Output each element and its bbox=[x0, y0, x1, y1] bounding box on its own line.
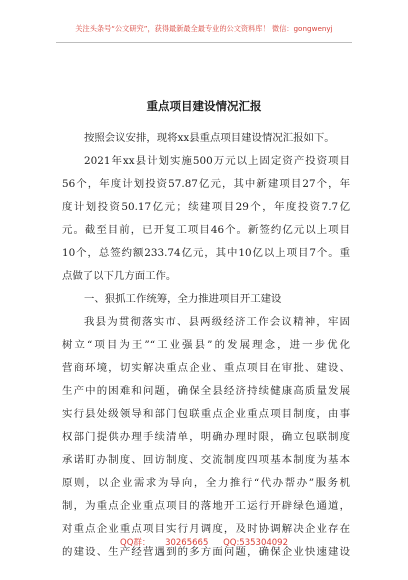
body-line: 实行县处级领导和部门包联重点企业重点项目制度，由事 bbox=[62, 408, 350, 420]
body-line: 权部门提供办理手续清单，明确办理时限，确立包联制度 bbox=[62, 431, 350, 443]
body-line: 承诺盯办制度、回访制度、交流制度四项基本制度为基本 bbox=[62, 454, 350, 466]
body-line: 对重点企业重点项目实行月调度，及时协调解决企业存在 bbox=[62, 523, 350, 535]
body-line: 度计划投资50.17亿元；续建项目29个，年度投资7.7亿 bbox=[62, 201, 350, 213]
body-line: 2021年xx县计划实施500万元以上固定资产投资项目 bbox=[84, 155, 350, 167]
body-line: 制，为重点企业重点项目的落地开工运行开辟绿色通道， bbox=[62, 500, 350, 512]
body-line: 生产中的困难和问题，确保全县经济持续健康高质量发展 bbox=[62, 385, 350, 397]
qq-group-label: QQ群： 30265665 bbox=[120, 538, 209, 548]
body-line: 的建设、生产经营遇到的多方面问题，确保企业快速建设 bbox=[62, 546, 350, 558]
body-line: 56个，年度计划投资57.87亿元，其中新建项目27个，年 bbox=[62, 178, 350, 190]
contact-footer bbox=[0, 536, 408, 548]
qq-contact-label: QQ:535304092 bbox=[223, 538, 288, 548]
body-line: 我县为贯彻落实市、县两级经济工作会议精神，牢固 bbox=[84, 316, 350, 328]
promo-header: 关注头条号“公文研究”，获得最新最全最专业的公文资料库！ 微信：gongwenyj bbox=[75, 24, 333, 33]
body-line: 树立“项目为王”“工业强县”的发展理念，进一步优化 bbox=[62, 339, 350, 351]
body-line: 原则，以企业需求为导向，全力推行“代办帮办”服务机 bbox=[62, 477, 350, 489]
body-line: 按照会议安排，现将xx县重点项目建设情况汇报如下。 bbox=[84, 132, 335, 144]
header-divider bbox=[56, 42, 352, 43]
body-line: 元。截至目前，已开复工项目46个。新签约亿元以上项目 bbox=[62, 224, 350, 236]
document-title: 重点项目建设情况汇报 bbox=[146, 99, 262, 113]
document-body bbox=[62, 127, 350, 564]
body-line: 10个，总签约额233.74亿元，其中10亿以上项目7个。重 bbox=[62, 247, 350, 259]
section-heading: 一、狠抓工作统筹，全力推进项目开工建设 bbox=[84, 293, 282, 305]
body-line: 点做了以下几方面工作。 bbox=[62, 270, 177, 282]
body-line: 营商环境，切实解决重点企业、重点项目在审批、建设、 bbox=[62, 362, 350, 374]
